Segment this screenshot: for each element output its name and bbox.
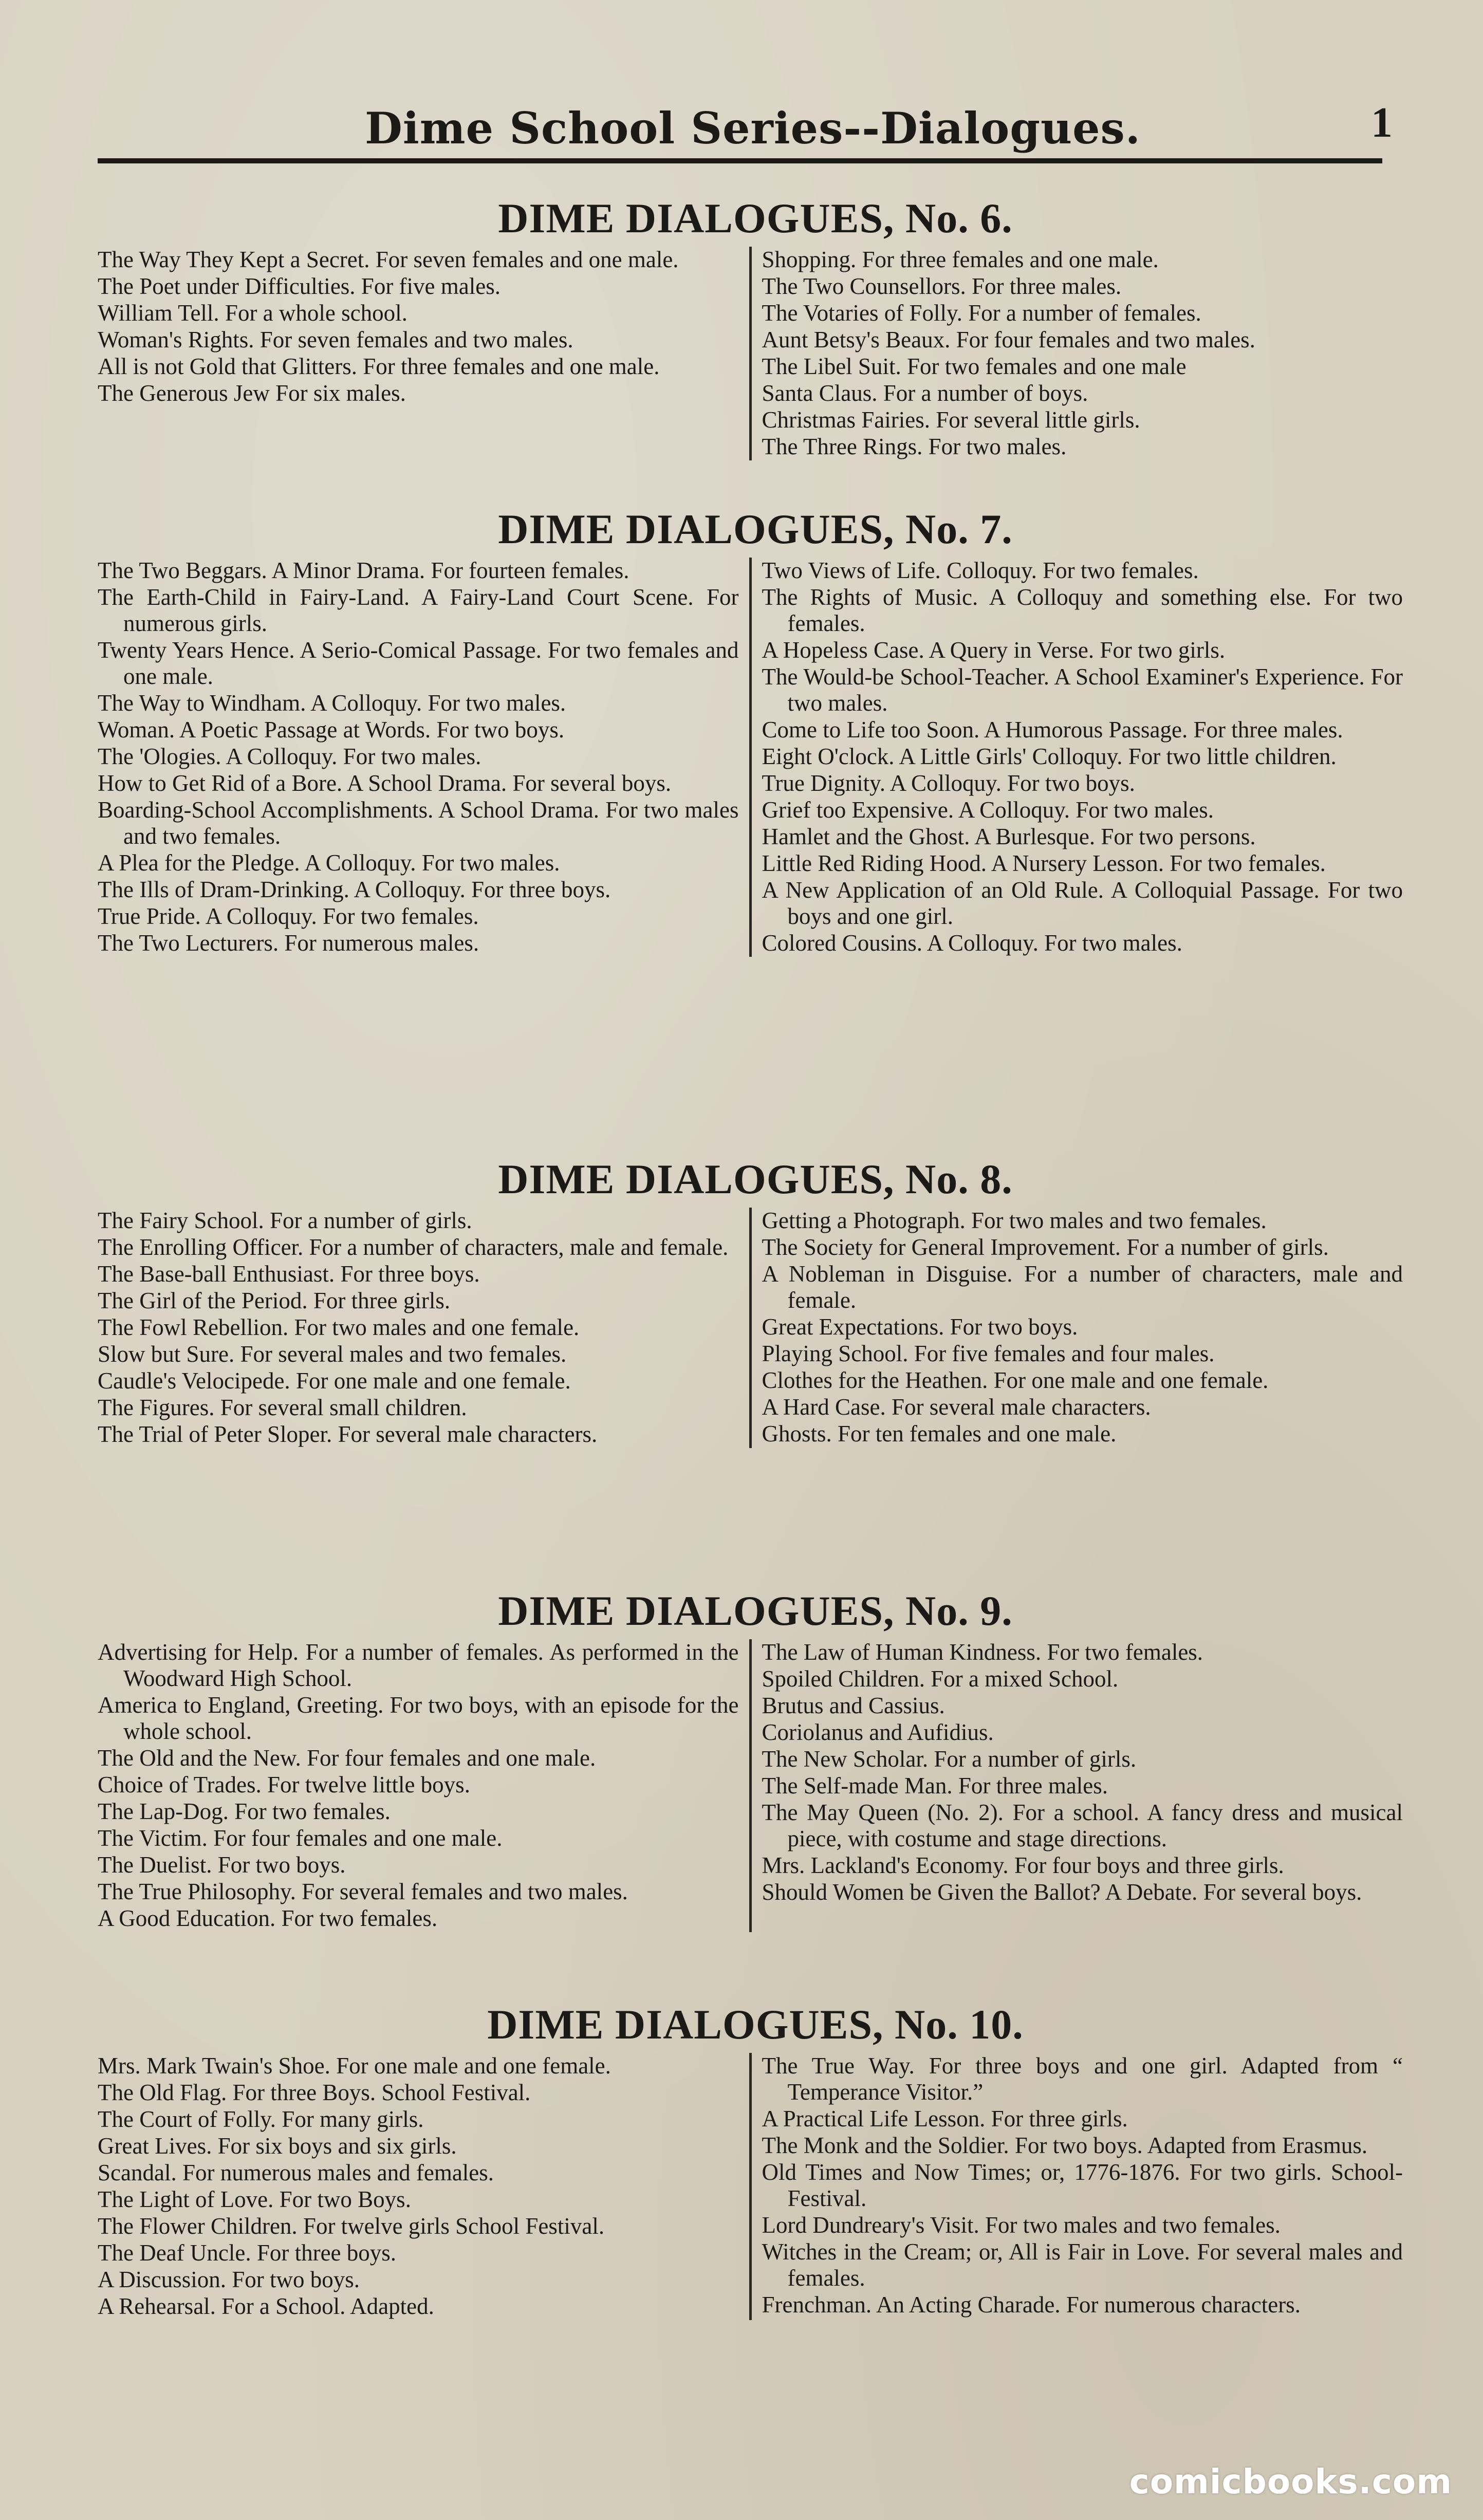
dialogue-entry: The May Queen (No. 2). For a school. A fancy dress and musical piece, with costume and stage directions. [762, 1800, 1403, 1851]
dialogue-entry: Frenchman. An Acting Charade. For numerous characters. [762, 2292, 1301, 2318]
dialogue-entry: Colored Cousins. A Colloquy. For two males. [762, 930, 1182, 956]
dialogue-entry: William Tell. For a whole school. [98, 300, 407, 326]
dialogue-entry: Shopping. For three females and one male. [762, 247, 1159, 272]
dialogue-entry: A Nobleman in Disguise. For a number of characters, male and female. [762, 1261, 1403, 1313]
dialogue-entry: Mrs. Mark Twain's Shoe. For one male and one female. [98, 2053, 611, 2079]
dialogue-entry: Advertising for Help. For a number of females. As performed in the Woodward High School. [98, 1639, 739, 1691]
dialogue-entry: The Figures. For several small children. [98, 1395, 467, 1420]
dialogue-entry: True Pride. A Colloquy. For two females. [98, 903, 479, 929]
section-dialogues-6 [98, 190, 1413, 460]
dialogue-entry: The Flower Children. For twelve girls School Festival. [98, 2213, 605, 2239]
dialogue-entry: Hamlet and the Ghost. A Burlesque. For two persons. [762, 824, 1256, 849]
dialogue-entry: The Two Counsellors. For three males. [762, 273, 1122, 299]
dialogue-entry: Brutus and Cassius. [762, 1693, 945, 1718]
dialogue-entry: A Hard Case. For several male characters. [762, 1394, 1151, 1420]
left-column [98, 1208, 749, 1448]
right-column [749, 2053, 1414, 2320]
dialogue-entry: The Light of Love. For two Boys. [98, 2187, 411, 2212]
dialogue-entry: A Practical Life Lesson. For three girls. [762, 2106, 1128, 2132]
dialogue-entry: A Good Education. For two females. [98, 1905, 438, 1931]
dialogue-entry: Eight O'clock. A Little Girls' Colloquy. For two little children. [762, 744, 1337, 769]
dialogue-entry: The Monk and the Soldier. For two boys. Adapted from Erasmus. [762, 2133, 1368, 2158]
dialogue-entry: The New Scholar. For a number of girls. [762, 1746, 1137, 1772]
dialogue-entry: America to England, Greeting. For two boys, with an episode for the whole school. [98, 1692, 739, 1744]
header-rule [98, 158, 1382, 163]
dialogue-entry: The Trial of Peter Sloper. For several male characters. [98, 1421, 598, 1447]
dialogue-entry: The Libel Suit. For two females and one male [762, 354, 1187, 379]
section-title: DIME DIALOGUES, No. 7. [498, 506, 1013, 552]
dialogue-entry: Woman. A Poetic Passage at Words. For two boys. [98, 717, 565, 743]
dialogue-entry: Grief too Expensive. A Colloquy. For two males. [762, 797, 1214, 823]
page-header [98, 92, 1393, 164]
dialogue-entry: The Two Lecturers. For numerous males. [98, 930, 479, 956]
dialogue-entry: The Way to Windham. A Colloquy. For two males. [98, 690, 566, 716]
section-title: DIME DIALOGUES, No. 6. [498, 195, 1013, 242]
dialogue-entry: Clothes for the Heathen. For one male and one female. [762, 1367, 1269, 1393]
dialogue-entry: How to Get Rid of a Bore. A School Drama. For several boys. [98, 770, 672, 796]
dialogue-entry: The Law of Human Kindness. For two females. [762, 1639, 1203, 1665]
dialogue-entry: The Two Beggars. A Minor Drama. For fourteen females. [98, 558, 629, 583]
dialogue-entry: Two Views of Life. Colloquy. For two females. [762, 558, 1199, 583]
dialogue-entry: The Old and the New. For four females and one male. [98, 1745, 596, 1771]
dialogue-entry: The Fairy School. For a number of girls. [98, 1208, 472, 1233]
section-dialogues-10 [98, 1996, 1413, 2320]
dialogue-entry: The Lap-Dog. For two females. [98, 1799, 391, 1824]
dialogue-entry: Little Red Riding Hood. A Nursery Lesson. For two females. [762, 850, 1326, 876]
dialogue-entry: Santa Claus. For a number of boys. [762, 380, 1088, 406]
left-column [98, 247, 749, 460]
left-column [98, 2053, 749, 2320]
right-column [749, 1208, 1414, 1448]
dialogue-entry: The 'Ologies. A Colloquy. For two males. [98, 744, 481, 769]
dialogue-entry: The True Way. For three boys and one girl. Adapted from “ Temperance Visitor.” [762, 2053, 1403, 2105]
dialogue-entry: Aunt Betsy's Beaux. For four females and two males. [762, 327, 1255, 353]
dialogue-entry: Ghosts. For ten females and one male. [762, 1421, 1117, 1447]
dialogue-entry: The Self-made Man. For three males. [762, 1773, 1108, 1799]
dialogue-entry: All is not Gold that Glitters. For three females and one male. [98, 354, 660, 379]
section-title: DIME DIALOGUES, No. 8. [498, 1156, 1013, 1202]
dialogue-entry: A Discussion. For two boys. [98, 2267, 360, 2292]
dialogue-entry: The Old Flag. For three Boys. School Festival. [98, 2080, 531, 2105]
left-column [98, 558, 749, 957]
dialogue-entry: Playing School. For five females and four males. [762, 1341, 1215, 1366]
dialogue-entry: The Ills of Dram-Drinking. A Colloquy. For three boys. [98, 877, 611, 902]
dialogue-entry: Should Women be Given the Ballot? A Debate. For several boys. [762, 1879, 1362, 1905]
right-column [749, 247, 1414, 460]
dialogue-entry: Woman's Rights. For seven females and two males. [98, 327, 573, 353]
dialogue-entry: The Earth-Child in Fairy-Land. A Fairy-Land Court Scene. For numerous girls. [98, 584, 739, 636]
dialogue-entry: The Poet under Difficulties. For five males. [98, 273, 500, 299]
dialogue-entry: The Deaf Uncle. For three boys. [98, 2240, 397, 2266]
dialogue-entry: The Rights of Music. A Colloquy and something else. For two females. [762, 584, 1403, 636]
dialogue-entry: Boarding-School Accomplishments. A School Drama. For two males and two females. [98, 797, 739, 849]
dialogue-entry: Coriolanus and Aufidius. [762, 1719, 994, 1745]
dialogue-entry: Spoiled Children. For a mixed School. [762, 1666, 1119, 1692]
dialogue-entry: Mrs. Lackland's Economy. For four boys and three girls. [762, 1852, 1284, 1878]
dialogue-entry: Old Times and Now Times; or, 1776-1876. For two girls. School-Festival. [762, 2159, 1403, 2211]
dialogue-entry: The Enrolling Officer. For a number of characters, male and female. [98, 1234, 729, 1260]
dialogue-entry: The Girl of the Period. For three girls. [98, 1288, 451, 1313]
left-column [98, 1639, 749, 1932]
dialogue-entry: The Votaries of Folly. For a number of females. [762, 300, 1201, 326]
right-column [749, 1639, 1414, 1932]
dialogue-entry: Twenty Years Hence. A Serio-Comical Passage. For two females and one male. [98, 637, 739, 689]
dialogue-entry: Come to Life too Soon. A Humorous Passage. For three males. [762, 717, 1343, 743]
dialogue-entry: Slow but Sure. For several males and two females. [98, 1341, 567, 1367]
dialogue-entry: The Victim. For four females and one male. [98, 1825, 503, 1851]
dialogue-entry: The Fowl Rebellion. For two males and one female. [98, 1314, 580, 1340]
dialogue-entry: The True Philosophy. For several females and two males. [98, 1879, 628, 1904]
section-dialogues-7 [98, 501, 1413, 957]
section-title: DIME DIALOGUES, No. 10. [487, 2001, 1024, 2048]
running-head: Dime School Series--Dialogues. [365, 103, 1141, 154]
dialogue-entry: The Duelist. For two boys. [98, 1852, 346, 1878]
dialogue-entry: A New Application of an Old Rule. A Colloquial Passage. For two boys and one girl. [762, 877, 1403, 929]
dialogue-entry: Great Expectations. For two boys. [762, 1314, 1078, 1340]
section-title: DIME DIALOGUES, No. 9. [498, 1587, 1013, 1634]
dialogue-entry: The Base-ball Enthusiast. For three boys. [98, 1261, 480, 1287]
dialogue-entry: The Court of Folly. For many girls. [98, 2106, 424, 2132]
dialogue-entry: Lord Dundreary's Visit. For two males and two females. [762, 2212, 1281, 2238]
dialogue-entry: The Way They Kept a Secret. For seven females and one male. [98, 247, 679, 272]
dialogue-entry: True Dignity. A Colloquy. For two boys. [762, 770, 1135, 796]
dialogue-entry: The Would-be School-Teacher. A School Examiner's Experience. For two males. [762, 664, 1403, 716]
dialogue-entry: Getting a Photograph. For two males and two females. [762, 1208, 1267, 1233]
section-dialogues-8 [98, 1151, 1413, 1448]
dialogue-entry: A Plea for the Pledge. A Colloquy. For two males. [98, 850, 560, 876]
dialogue-entry: Great Lives. For six boys and six girls. [98, 2133, 457, 2159]
dialogue-entry: The Society for General Improvement. For a number of girls. [762, 1234, 1329, 1260]
dialogue-entry: Christmas Fairies. For several little girls. [762, 407, 1140, 433]
dialogue-entry: A Hopeless Case. A Query in Verse. For two girls. [762, 637, 1226, 663]
dialogue-entry: Witches in the Cream; or, All is Fair in Love. For several males and females. [762, 2239, 1403, 2291]
dialogue-entry: Scandal. For numerous males and females. [98, 2160, 494, 2185]
dialogue-entry: The Generous Jew For six males. [98, 380, 406, 406]
right-column [749, 558, 1414, 957]
dialogue-entry: Choice of Trades. For twelve little boys. [98, 1772, 470, 1798]
dialogue-entry: A Rehearsal. For a School. Adapted. [98, 2293, 434, 2319]
section-dialogues-9 [98, 1583, 1413, 1932]
dialogue-entry: The Three Rings. For two males. [762, 434, 1067, 459]
page-number: 1 [1371, 99, 1393, 146]
dialogue-entry: Caudle's Velocipede. For one male and one female. [98, 1368, 571, 1394]
watermark: comicbooks.com [1129, 2462, 1452, 2502]
